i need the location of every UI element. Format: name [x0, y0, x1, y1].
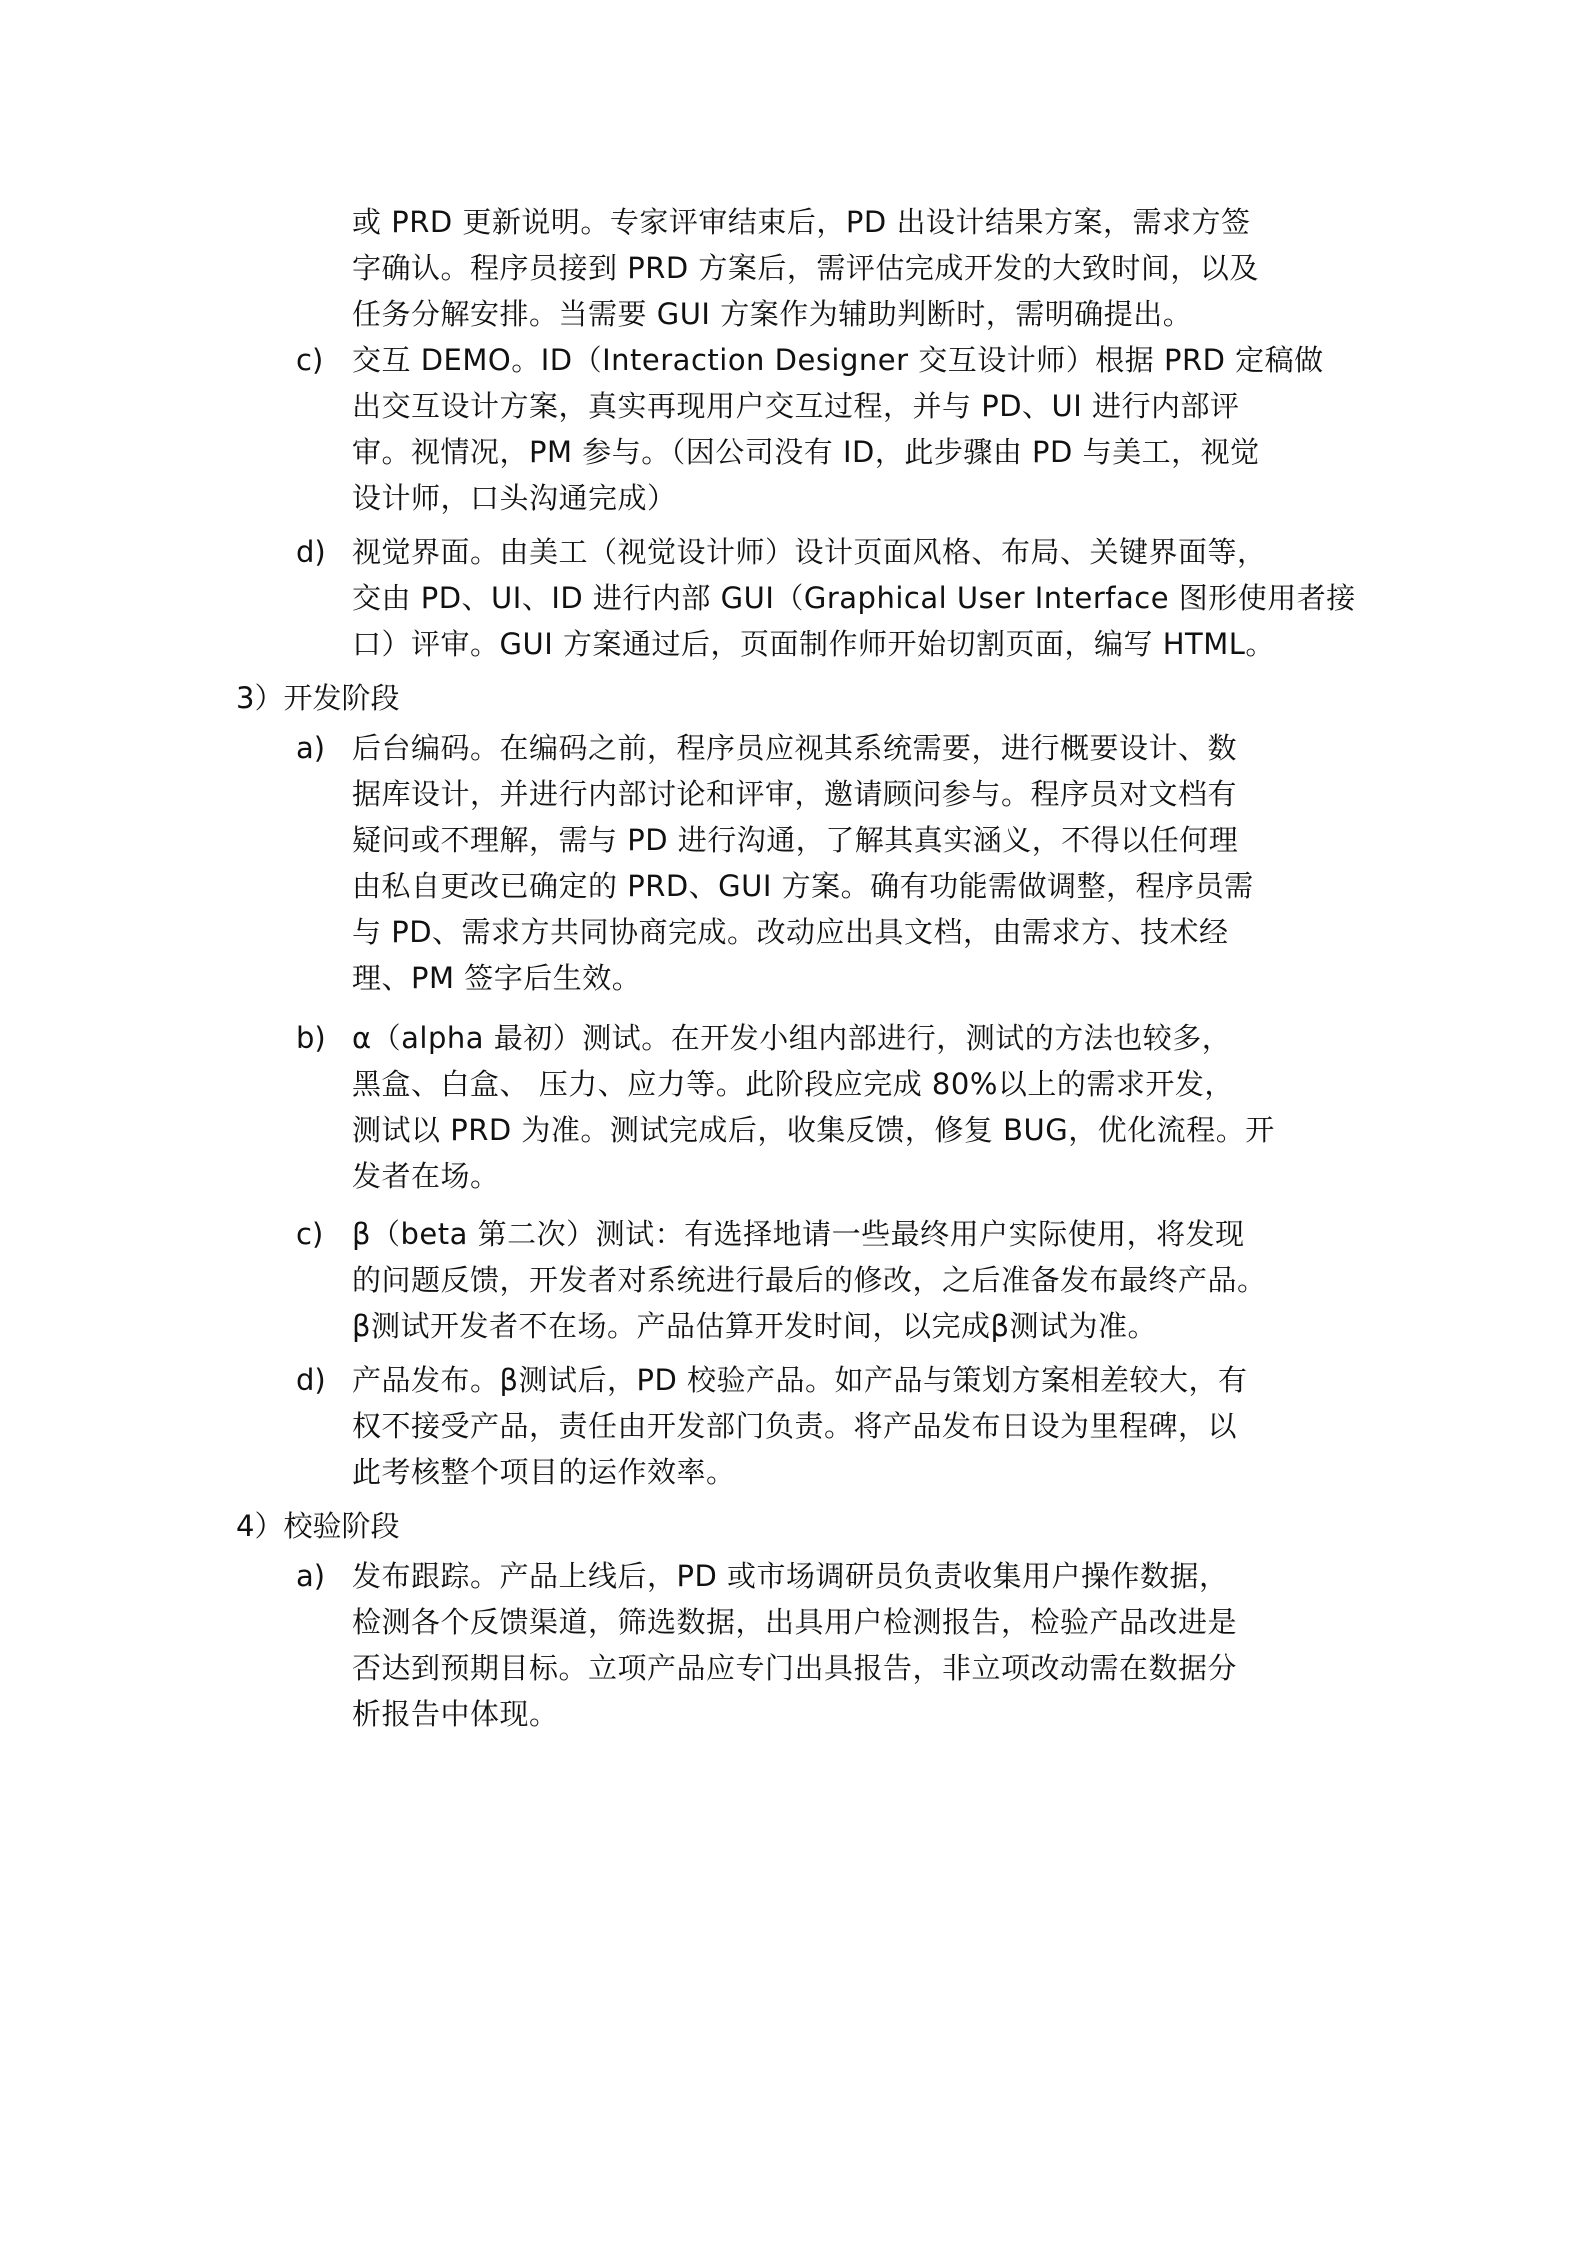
list-marker: a): [296, 1559, 326, 1593]
text-line: 析报告中体现。: [352, 1697, 559, 1731]
list-marker: a): [296, 731, 326, 765]
text-line: 发布跟踪。产品上线后，PD 或市场调研员负责收集用户操作数据，: [352, 1559, 1229, 1593]
text-line: 审。视情况，PM 参与。（因公司没有 ID，此步骤由 PD 与美工，视觉: [352, 435, 1260, 469]
text-line: 交互 DEMO。ID（Interaction Designer 交互设计师）根据 PRD 定稿做: [352, 343, 1324, 377]
text-line: 测试以 PRD 为准。测试完成后，收集反馈，修复 BUG，优化流程。开: [352, 1113, 1275, 1147]
text-line: 字确认。程序员接到 PRD 方案后，需评估完成开发的大致时间，以及: [352, 251, 1259, 285]
text-line: 后台编码。在编码之前，程序员应视其系统需要，进行概要设计、数: [352, 731, 1238, 765]
text-line: β（beta 第二次）测试：有选择地请一些最终用户实际使用，将发现: [352, 1217, 1245, 1251]
text-line: 此考核整个项目的运作效率。: [352, 1455, 736, 1489]
text-line: 产品发布。β测试后，PD 校验产品。如产品与策划方案相差较大，有: [352, 1363, 1248, 1397]
text-line: 权不接受产品，责任由开发部门负责。将产品发布日设为里程碑，以: [352, 1409, 1238, 1443]
text-line: 任务分解安排。当需要 GUI 方案作为辅助判断时，需明确提出。: [352, 297, 1193, 331]
section-heading-verification: 4）校验阶段: [236, 1509, 400, 1543]
list-marker: c): [296, 343, 324, 377]
text-line: 口）评审。GUI 方案通过后，页面制作师开始切割页面，编写 HTML。: [352, 627, 1275, 661]
text-line: 的问题反馈，开发者对系统进行最后的修改，之后准备发布最终产品。: [352, 1263, 1267, 1297]
text-line: 设计师，口头沟通完成）: [352, 481, 677, 515]
text-line: 由私自更改已确定的 PRD、GUI 方案。确有功能需做调整，程序员需: [352, 869, 1254, 903]
list-marker: d): [296, 535, 326, 569]
text-line: 交由 PD、UI、ID 进行内部 GUI（Graphical User Interface 图形使用者接: [352, 581, 1356, 615]
text-line: 黑盒、白盒、 压力、应力等。此阶段应完成 80%以上的需求开发，: [352, 1067, 1234, 1101]
list-marker: c): [296, 1217, 324, 1251]
text-line: α（alpha 最初）测试。在开发小组内部进行，测试的方法也较多，: [352, 1021, 1232, 1055]
text-line: 否达到预期目标。立项产品应专门出具报告，非立项改动需在数据分: [352, 1651, 1238, 1685]
text-line: 视觉界面。由美工（视觉设计师）设计页面风格、布局、关键界面等，: [352, 535, 1267, 569]
section-heading-development: 3）开发阶段: [236, 681, 400, 715]
text-line: 检测各个反馈渠道，筛选数据，出具用户检测报告，检验产品改进是: [352, 1605, 1238, 1639]
text-line: 理、PM 签字后生效。: [352, 961, 642, 995]
text-line: 发者在场。: [352, 1159, 500, 1193]
list-marker: b): [296, 1021, 326, 1055]
text-line: 与 PD、需求方共同协商完成。改动应出具文档，由需求方、技术经: [352, 915, 1229, 949]
text-line: 据库设计，并进行内部讨论和评审，邀请顾问参与。程序员对文档有: [352, 777, 1238, 811]
text-line: 疑问或不理解，需与 PD 进行沟通，了解其真实涵义，不得以任何理: [352, 823, 1239, 857]
text-line: β测试开发者不在场。产品估算开发时间，以完成β测试为准。: [352, 1309, 1158, 1343]
text-line: 出交互设计方案，真实再现用户交互过程，并与 PD、UI 进行内部评: [352, 389, 1240, 423]
text-line: 或 PRD 更新说明。专家评审结束后，PD 出设计结果方案，需求方签: [352, 205, 1251, 239]
list-marker: d): [296, 1363, 326, 1397]
